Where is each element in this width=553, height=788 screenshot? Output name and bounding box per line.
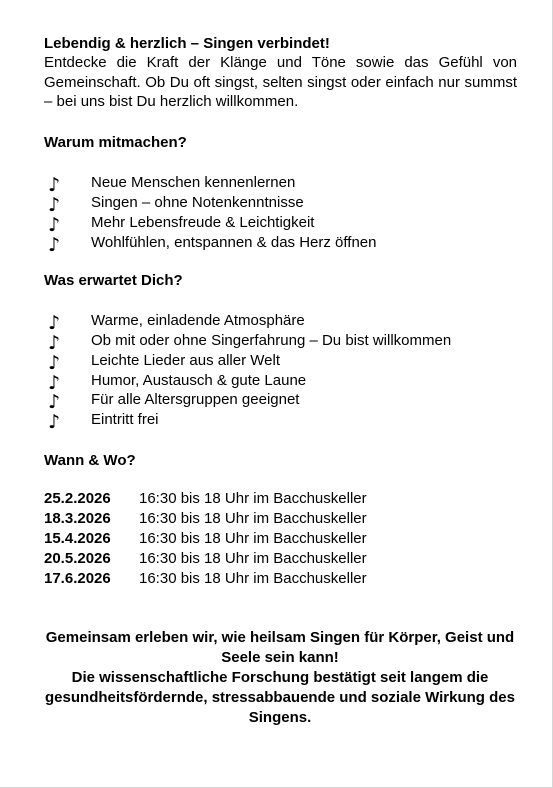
music-note-icon: ♪ bbox=[48, 371, 61, 394]
list-item: ♪ Wohlfühlen, entspannen & das Herz öffnen bbox=[48, 233, 377, 256]
closing-statement bbox=[30, 628, 530, 728]
music-note-icon: ♪ bbox=[48, 411, 61, 434]
date-row bbox=[44, 569, 517, 589]
list-item: ♪ Eintritt frei bbox=[48, 411, 159, 434]
date-info: 16:30 bis 18 Uhr im Bacchuskeller bbox=[139, 530, 367, 548]
date-value: 17.6.2026 bbox=[44, 570, 111, 588]
date-row bbox=[44, 509, 517, 529]
date-value: 20.5.2026 bbox=[44, 550, 111, 568]
music-note-icon: ♪ bbox=[48, 233, 61, 256]
date-info: 16:30 bis 18 Uhr im Bacchuskeller bbox=[139, 490, 367, 508]
when-heading: Wann & Wo? bbox=[44, 452, 136, 470]
music-note-icon: ♪ bbox=[48, 351, 61, 374]
list-item: ♪ Mehr Lebensfreude & Leichtigkeit bbox=[48, 213, 315, 236]
date-row bbox=[44, 549, 517, 569]
why-list bbox=[44, 173, 517, 256]
why-heading: Warum mitmachen? bbox=[44, 134, 187, 152]
list-item: ♪ Humor, Austausch & gute Laune bbox=[48, 371, 307, 394]
list-item: ♪ Warme, einladende Atmosphäre bbox=[48, 312, 305, 335]
closing-line-2: Die wissenschaftliche Forschung bestätigt seit langem die gesundheitsfördernde, stressabbauende und soziale Wirkung des Singens. bbox=[45, 669, 515, 726]
music-note-icon: ♪ bbox=[48, 332, 61, 355]
date-info: 16:30 bis 18 Uhr im Bacchuskeller bbox=[139, 570, 367, 588]
list-item: ♪ Leichte Lieder aus aller Welt bbox=[48, 351, 280, 374]
music-note-icon: ♪ bbox=[48, 312, 61, 335]
date-info: 16:30 bis 18 Uhr im Bacchuskeller bbox=[139, 510, 367, 528]
date-info: 16:30 bis 18 Uhr im Bacchuskeller bbox=[139, 550, 367, 568]
music-note-icon: ♪ bbox=[48, 391, 61, 414]
date-value: 25.2.2026 bbox=[44, 490, 111, 508]
dates-list bbox=[44, 489, 517, 589]
list-item: ♪ Singen – ohne Notenkenntnisse bbox=[48, 193, 304, 216]
music-note-icon: ♪ bbox=[48, 213, 61, 236]
intro-title: Lebendig & herzlich – Singen verbindet! bbox=[44, 35, 330, 52]
music-note-icon: ♪ bbox=[48, 174, 61, 197]
date-row bbox=[44, 529, 517, 549]
expect-list bbox=[44, 311, 517, 434]
expect-heading: Was erwartet Dich? bbox=[44, 272, 183, 290]
list-item: ♪ Ob mit oder ohne Singerfahrung – Du bist willkommen bbox=[48, 332, 452, 355]
date-row bbox=[44, 489, 517, 509]
closing-line-1: Gemeinsam erleben wir, wie heilsam Singen für Körper, Geist und Seele sein kann! bbox=[45, 629, 515, 666]
date-value: 15.4.2026 bbox=[44, 530, 111, 548]
music-note-icon: ♪ bbox=[48, 193, 61, 216]
intro-text: Entdecke die Kraft der Klänge und Töne sowie das Gefühl von Gemeinschaft. Ob Du oft singst, selten singst oder einfach nur summst – bei uns bist Du herzlich willkommen. bbox=[44, 54, 517, 111]
document-content bbox=[44, 34, 517, 589]
list-item: ♪ Neue Menschen kennenlernen bbox=[48, 174, 296, 197]
date-value: 18.3.2026 bbox=[44, 510, 111, 528]
list-item: ♪ Für alle Altersgruppen geeignet bbox=[48, 391, 300, 414]
